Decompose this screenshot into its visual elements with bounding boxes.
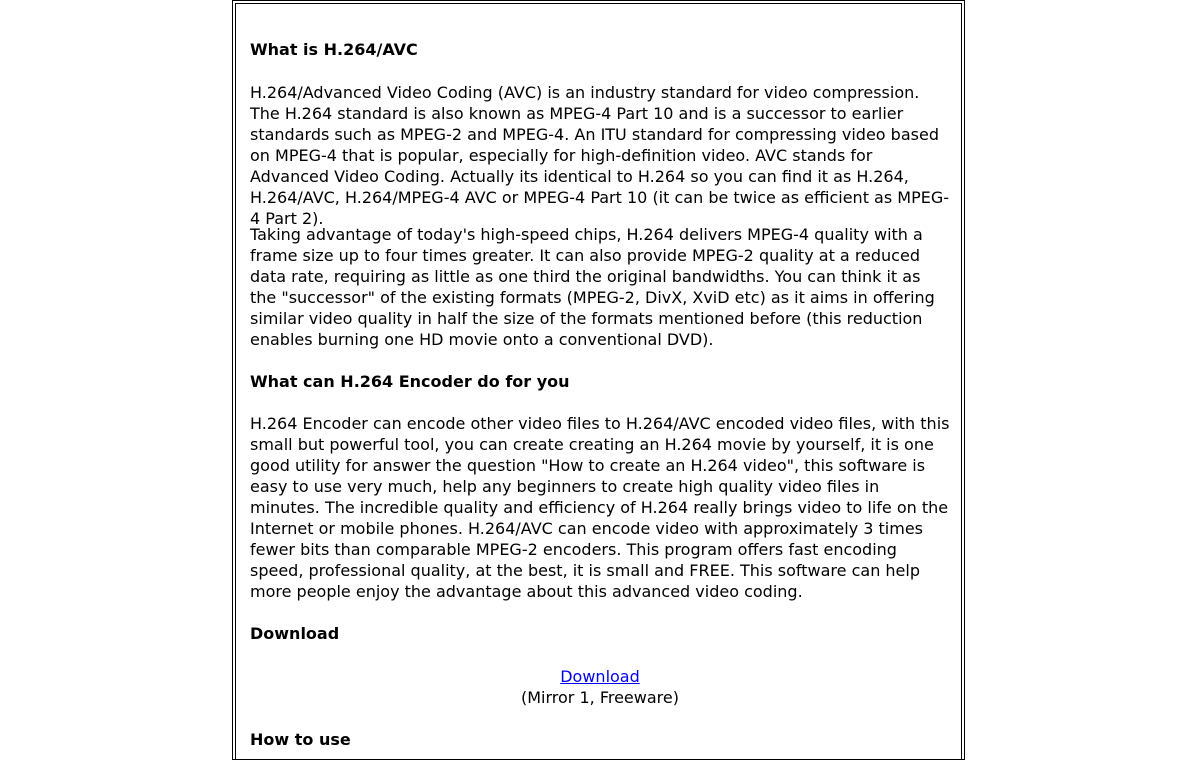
- heading-how-to-use: How to use: [250, 730, 351, 749]
- heading-what-is-h264: What is H.264/AVC: [250, 40, 418, 59]
- heading-download: Download: [250, 624, 340, 643]
- download-block: [250, 666, 950, 708]
- download-mirror-note: (Mirror 1, Freeware): [521, 688, 679, 707]
- paragraph-what-is-1: H.264/Advanced Video Coding (AVC) is an industry standard for video compression. The H.264 standard is also known as MPEG-4 Part 10 and is a successor to earlier standards such as MPEG-2 and MPEG-4. An ITU standard for compressing video based on MPEG-4 that is popular, especially for high-definition video. AVC stands for Advanced Video Coding. Actually its identical to H.264 so you can find it as H.264, H.264/AVC, H.264/MPEG-4 AVC or MPEG-4 Part 10 (it can be twice as efficient as MPEG-4 Part 2).: [250, 83, 950, 228]
- paragraph-what-can-do: H.264 Encoder can encode other video files to H.264/AVC encoded video files, with this small but powerful tool, you can create creating an H.264 movie by yourself, it is one good utility for answer the question "How to create an H.264 video", this software is easy to use very much, help any beginners to create high quality video files in minutes. The incredible quality and efficiency of H.264 really brings video to life on the Internet or mobile phones. H.264/AVC can encode video with approximately 3 times fewer bits than comparable MPEG-2 encoders. This program offers fast encoding speed, professional quality, at the best, it is small and FREE. This software can help more people enjoy the advantage about this advanced video coding.: [250, 414, 950, 601]
- download-link[interactable]: Download: [560, 667, 640, 686]
- paragraph-what-is-2: Taking advantage of today's high-speed chips, H.264 delivers MPEG-4 quality with a frame size up to four times greater. It can also provide MPEG-2 quality at a reduced data rate, requiring as little as one third the original bandwidths. You can think it as the "successor" of the existing formats (MPEG-2, DivX, XviD etc) as it aims in offering similar video quality in half the size of the formats mentioned before (this reduction enables burning one HD movie onto a conventional DVD).: [250, 225, 935, 349]
- heading-what-can-encoder-do: What can H.264 Encoder do for you: [250, 372, 570, 391]
